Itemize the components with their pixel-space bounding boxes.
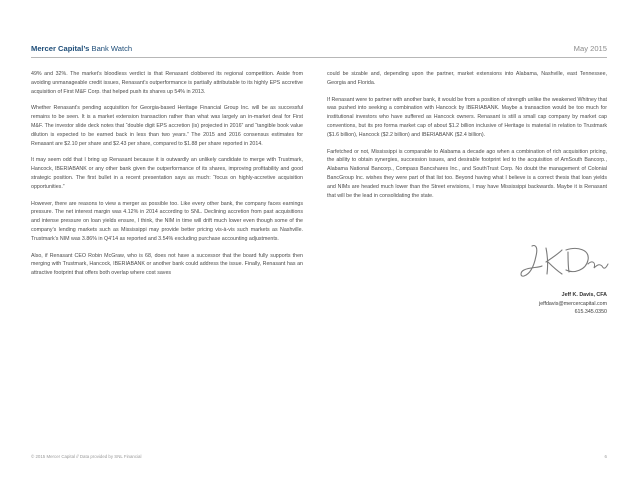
left-paragraph-5: Also, if Renasant CEO Robin McGraw, who is 68, does not have a successor that the board fully supports then merging with Trustmark, Hancock, IBERIABANK or another bank could address the issue. Finally, Renasant has an attractive footprint that offers both overlap where cost saves bbox=[31, 252, 303, 277]
page-number: 6 bbox=[604, 454, 607, 459]
footer-copyright: © 2015 Mercer Capital // Data provided by SNL Financial bbox=[31, 454, 142, 459]
author-phone: 615.345.0350 bbox=[574, 309, 607, 316]
left-paragraph-4: However, there are reasons to view a merger as possible too. Like every other bank, the company faces earnings pressure. The net interest margin was 4.12% in 2014 according to SNL. Declining accretion from past acquisitions and intense pressure on loan yields ensure, I think, the NIM in time will drift much lower even though some of the company’s lending markets such as Mississippi may provide better pricing vis-à-vis such markets as Nashville. Trustmark’s NIM was 3.86% in Q4’14 as reported and 3.54% excluding purchase accounting adjustments. bbox=[31, 200, 303, 242]
right-paragraph-2: If Renasant were to partner with another bank, it would be from a position of strength unlike the weakened Whitney that was pushed into seeking a combination with Hancock by IBERIABANK. Maybe a transaction would be too much for institutional investors who have suffered as Hancock owners. Renasant is still a small cap company by market cap conventions, but its pro forma market cap of about $1.2 billion inclusive of Heritage is material in relation to Trustmark ($1.6 billion), Hancock ($2.2 billion) and IBERIABANK ($2.4 billion). bbox=[327, 96, 607, 138]
left-paragraph-3: It may seem odd that I bring up Renasant because it is outwardly an unlikely candidate to merge with Trustmark, Hancock, IBERIABANK or any other bank given the outperformance of its shares, improving profitability and good strategic position. The first bullet in a recent presentation says as much: “focus on highly-accretive acquisition opportunities.” bbox=[31, 157, 303, 190]
right-column bbox=[327, 70, 607, 208]
header-title-rest: Bank Watch bbox=[89, 44, 133, 53]
signature-drawing bbox=[518, 240, 610, 284]
handwritten-signature bbox=[518, 240, 610, 284]
left-paragraph-2: Whether Renasant’s pending acquisition for Georgia-based Heritage Financial Group Inc. will be as successful remains to be seen. It is a market extension transaction rather than what was largely an in-market deal for First M&F. The investor slide deck notes that “double digit EPS accretion (is) projected in 2016” and “tangible book value dilution is expected to be earned back in less than two years.” The 2015 and 2016 consensus estimates for Renasant are $2.10 per share and $2.43 per share, compared to $1.88 per share reported in 2014. bbox=[31, 105, 303, 147]
left-paragraph-1: 49% and 32%. The market’s bloodless verdict is that Renasant clobbered its regional competition. Aside from avoiding unmanageable credit issues, Renasant’s outperformance is partially attributable to its highly EPS accretive acquisition of First M&F Corp. that helped push its shares up 54% in 2013. bbox=[31, 71, 303, 95]
signature-block bbox=[539, 291, 607, 317]
header-brand: Mercer Capital’s bbox=[31, 44, 90, 53]
header-title bbox=[31, 44, 132, 53]
author-name: Jeff K. Davis, CFA bbox=[561, 292, 607, 298]
header-date: May 2015 bbox=[573, 44, 607, 53]
author-email: jeffdavis@mercercapital.com bbox=[539, 300, 607, 307]
left-column bbox=[31, 70, 303, 286]
right-paragraph-1: could be sizable and, depending upon the partner, market extensions into Alabama, Nashville, east Tennessee, Georgia and Florida. bbox=[327, 71, 607, 86]
header-rule bbox=[31, 57, 607, 58]
right-paragraph-3: Farfetched or not, Mississippi is comparable to Alabama a decade ago when a combination of rich acquisition pricing, the ability to obtain synergies, succession issues, and desirable footprint led to the acquisition of AmSouth Bancorp., Alabama National Bancorp., Compass Bancshares Inc., and SouthTrust Corp. No doubt the management of Colonial BancGroup Inc. wishes they were part of that list too. Beyond having what I believe is a correct thesis that loan yields and NIMs are headed much lower than the Street envisions, I may have Mississippi backwards. Maybe it is Renasant that will be the lead in consolidating the state. bbox=[327, 148, 607, 199]
